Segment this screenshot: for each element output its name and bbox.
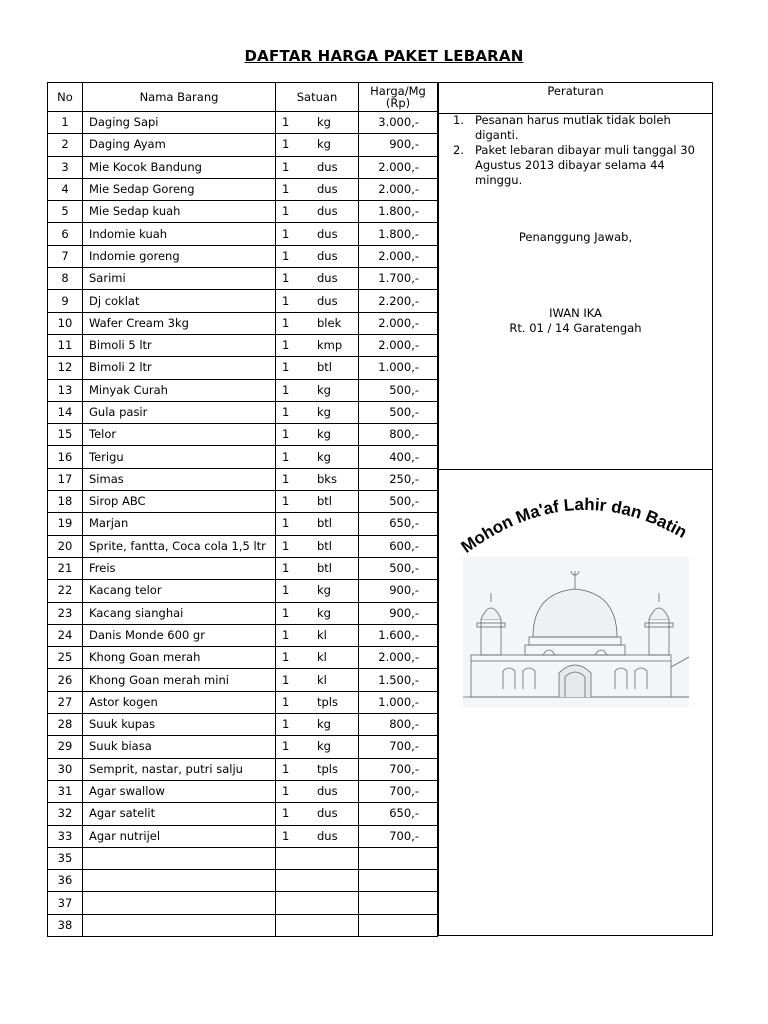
rule-number: 2. bbox=[453, 143, 464, 157]
item-price: 3.000,- bbox=[359, 112, 438, 134]
item-quantity: 1 bbox=[276, 178, 318, 200]
row-number: 4 bbox=[48, 178, 83, 200]
item-price: 2.000,- bbox=[359, 156, 438, 178]
row-number: 13 bbox=[48, 379, 83, 401]
item-price: 2.000,- bbox=[359, 647, 438, 669]
item-name: Bimoli 5 ltr bbox=[83, 334, 276, 356]
item-unit: dus bbox=[317, 803, 359, 825]
row-number: 21 bbox=[48, 557, 83, 579]
item-price bbox=[359, 847, 438, 869]
item-quantity: 1 bbox=[276, 557, 318, 579]
item-price: 500,- bbox=[359, 401, 438, 423]
item-unit: tpls bbox=[317, 758, 359, 780]
table-row bbox=[48, 847, 438, 869]
row-number: 10 bbox=[48, 312, 83, 334]
item-name: Danis Monde 600 gr bbox=[83, 624, 276, 646]
table-row bbox=[48, 736, 438, 758]
row-number: 20 bbox=[48, 535, 83, 557]
rules-heading: Peraturan bbox=[439, 83, 712, 114]
item-quantity: 1 bbox=[276, 535, 318, 557]
header-no: No bbox=[48, 83, 83, 112]
header-unit: Satuan bbox=[276, 83, 359, 112]
item-price: 900,- bbox=[359, 602, 438, 624]
item-price: 700,- bbox=[359, 758, 438, 780]
item-quantity: 1 bbox=[276, 312, 318, 334]
item-quantity: 1 bbox=[276, 513, 318, 535]
item-name: Sprite, fantta, Coca cola 1,5 ltr bbox=[83, 535, 276, 557]
item-quantity: 1 bbox=[276, 401, 318, 423]
rule-text: Pesanan harus mutlak tidak boleh diganti. bbox=[475, 113, 671, 142]
item-name: Daging Ayam bbox=[83, 134, 276, 156]
item-name: Sarimi bbox=[83, 268, 276, 290]
item-name bbox=[83, 914, 276, 936]
item-unit: dus bbox=[317, 245, 359, 267]
row-number: 22 bbox=[48, 580, 83, 602]
item-quantity bbox=[276, 847, 318, 869]
table-row bbox=[48, 691, 438, 713]
table-row bbox=[48, 178, 438, 200]
item-name bbox=[83, 892, 276, 914]
rule-item bbox=[453, 143, 704, 188]
item-price: 2.000,- bbox=[359, 312, 438, 334]
item-unit: btl bbox=[317, 491, 359, 513]
item-quantity: 1 bbox=[276, 290, 318, 312]
table-row bbox=[48, 223, 438, 245]
table-row bbox=[48, 624, 438, 646]
item-unit: kl bbox=[317, 624, 359, 646]
item-unit: kg bbox=[317, 736, 359, 758]
item-unit bbox=[317, 870, 359, 892]
item-price: 700,- bbox=[359, 825, 438, 847]
item-name bbox=[83, 870, 276, 892]
item-price: 800,- bbox=[359, 424, 438, 446]
item-unit bbox=[317, 892, 359, 914]
item-price: 500,- bbox=[359, 557, 438, 579]
row-number: 24 bbox=[48, 624, 83, 646]
item-quantity: 1 bbox=[276, 825, 318, 847]
item-name: Khong Goan merah bbox=[83, 647, 276, 669]
item-quantity: 1 bbox=[276, 134, 318, 156]
item-name: Agar nutrijel bbox=[83, 825, 276, 847]
item-quantity: 1 bbox=[276, 580, 318, 602]
item-unit: kg bbox=[317, 714, 359, 736]
item-quantity: 1 bbox=[276, 245, 318, 267]
item-name: Indomie kuah bbox=[83, 223, 276, 245]
item-quantity: 1 bbox=[276, 780, 318, 802]
row-number: 25 bbox=[48, 647, 83, 669]
table-row bbox=[48, 245, 438, 267]
item-quantity: 1 bbox=[276, 268, 318, 290]
item-name: Indomie goreng bbox=[83, 245, 276, 267]
header-price bbox=[359, 83, 438, 112]
table-row bbox=[48, 468, 438, 490]
table-row bbox=[48, 112, 438, 134]
price-table bbox=[47, 82, 438, 937]
item-quantity: 1 bbox=[276, 446, 318, 468]
item-quantity: 1 bbox=[276, 803, 318, 825]
rules-section bbox=[439, 113, 712, 470]
item-unit: dus bbox=[317, 825, 359, 847]
table-row bbox=[48, 803, 438, 825]
item-price: 400,- bbox=[359, 446, 438, 468]
item-quantity: 1 bbox=[276, 602, 318, 624]
item-name: Semprit, nastar, putri salju bbox=[83, 758, 276, 780]
table-row bbox=[48, 647, 438, 669]
item-unit: kg bbox=[317, 446, 359, 468]
item-price: 800,- bbox=[359, 714, 438, 736]
item-quantity: 1 bbox=[276, 223, 318, 245]
item-quantity: 1 bbox=[276, 691, 318, 713]
info-panel bbox=[438, 82, 713, 936]
table-row bbox=[48, 312, 438, 334]
item-unit: kg bbox=[317, 580, 359, 602]
table-header-row bbox=[48, 83, 438, 112]
item-price: 2.000,- bbox=[359, 178, 438, 200]
item-price: 900,- bbox=[359, 134, 438, 156]
item-quantity bbox=[276, 914, 318, 936]
rule-number: 1. bbox=[453, 113, 464, 127]
item-name: Mie Sedap Goreng bbox=[83, 178, 276, 200]
item-quantity: 1 bbox=[276, 647, 318, 669]
row-number: 26 bbox=[48, 669, 83, 691]
table-row bbox=[48, 535, 438, 557]
item-quantity: 1 bbox=[276, 424, 318, 446]
item-unit: bks bbox=[317, 468, 359, 490]
row-number: 6 bbox=[48, 223, 83, 245]
item-name: Marjan bbox=[83, 513, 276, 535]
item-unit: dus bbox=[317, 201, 359, 223]
item-name bbox=[83, 847, 276, 869]
item-unit: blek bbox=[317, 312, 359, 334]
item-price: 600,- bbox=[359, 535, 438, 557]
item-price: 650,- bbox=[359, 513, 438, 535]
table-row bbox=[48, 557, 438, 579]
item-unit: tpls bbox=[317, 691, 359, 713]
item-price: 1.800,- bbox=[359, 201, 438, 223]
rule-item bbox=[453, 113, 704, 143]
row-number: 15 bbox=[48, 424, 83, 446]
row-number: 16 bbox=[48, 446, 83, 468]
item-name: Sirop ABC bbox=[83, 491, 276, 513]
item-unit: dus bbox=[317, 268, 359, 290]
item-name: Mie Kocok Bandung bbox=[83, 156, 276, 178]
row-number: 14 bbox=[48, 401, 83, 423]
item-price bbox=[359, 870, 438, 892]
table-row bbox=[48, 580, 438, 602]
table-row bbox=[48, 714, 438, 736]
row-number: 1 bbox=[48, 112, 83, 134]
row-number: 33 bbox=[48, 825, 83, 847]
item-quantity: 1 bbox=[276, 112, 318, 134]
item-quantity: 1 bbox=[276, 758, 318, 780]
item-price: 500,- bbox=[359, 379, 438, 401]
item-name: Dj coklat bbox=[83, 290, 276, 312]
greeting-text: Mohon Ma'af Lahir dan Batin bbox=[457, 494, 691, 557]
table-row bbox=[48, 892, 438, 914]
item-price: 700,- bbox=[359, 780, 438, 802]
row-number: 5 bbox=[48, 201, 83, 223]
table-row bbox=[48, 379, 438, 401]
row-number: 32 bbox=[48, 803, 83, 825]
row-number: 2 bbox=[48, 134, 83, 156]
header-price-line1: Harga/Mg bbox=[370, 84, 426, 98]
table-row bbox=[48, 780, 438, 802]
item-price: 1.800,- bbox=[359, 223, 438, 245]
item-name: Gula pasir bbox=[83, 401, 276, 423]
row-number: 38 bbox=[48, 914, 83, 936]
item-unit: kmp bbox=[317, 334, 359, 356]
table-row bbox=[48, 602, 438, 624]
item-unit: btl bbox=[317, 357, 359, 379]
item-price: 500,- bbox=[359, 491, 438, 513]
item-unit: kl bbox=[317, 647, 359, 669]
item-price: 2.000,- bbox=[359, 334, 438, 356]
item-name: Wafer Cream 3kg bbox=[83, 312, 276, 334]
item-unit: kg bbox=[317, 424, 359, 446]
item-unit: dus bbox=[317, 178, 359, 200]
item-quantity: 1 bbox=[276, 334, 318, 356]
signature-name: IWAN IKA bbox=[549, 306, 602, 320]
item-quantity: 1 bbox=[276, 156, 318, 178]
item-name: Kacang sianghai bbox=[83, 602, 276, 624]
item-price: 1.000,- bbox=[359, 357, 438, 379]
signature-label: Penanggung Jawab, bbox=[518, 230, 633, 244]
item-quantity: 1 bbox=[276, 357, 318, 379]
item-quantity: 1 bbox=[276, 201, 318, 223]
item-quantity: 1 bbox=[276, 379, 318, 401]
item-unit: kg bbox=[317, 379, 359, 401]
row-number: 9 bbox=[48, 290, 83, 312]
item-unit bbox=[317, 914, 359, 936]
row-number: 18 bbox=[48, 491, 83, 513]
item-name: Terigu bbox=[83, 446, 276, 468]
svg-text:Mohon Ma'af Lahir dan Batin bbox=[458, 495, 690, 557]
row-number: 19 bbox=[48, 513, 83, 535]
item-name: Khong Goan merah mini bbox=[83, 669, 276, 691]
item-price: 1.600,- bbox=[359, 624, 438, 646]
table-row bbox=[48, 491, 438, 513]
item-price bbox=[359, 914, 438, 936]
item-price bbox=[359, 892, 438, 914]
table-row bbox=[48, 446, 438, 468]
item-name: Astor kogen bbox=[83, 691, 276, 713]
item-unit: kg bbox=[317, 602, 359, 624]
rule-text: Paket lebaran dibayar muli tanggal 30 Agustus 2013 dibayar selama 44 minggu. bbox=[475, 143, 695, 187]
item-unit: dus bbox=[317, 223, 359, 245]
row-number: 28 bbox=[48, 714, 83, 736]
item-name: Agar swallow bbox=[83, 780, 276, 802]
table-row bbox=[48, 268, 438, 290]
table-row bbox=[48, 758, 438, 780]
row-number: 36 bbox=[48, 870, 83, 892]
row-number: 35 bbox=[48, 847, 83, 869]
row-number: 27 bbox=[48, 691, 83, 713]
item-name: Telor bbox=[83, 424, 276, 446]
item-quantity bbox=[276, 870, 318, 892]
item-unit: btl bbox=[317, 513, 359, 535]
item-price: 1.700,- bbox=[359, 268, 438, 290]
table-row bbox=[48, 669, 438, 691]
table-row bbox=[48, 156, 438, 178]
item-name: Kacang telor bbox=[83, 580, 276, 602]
table-row bbox=[48, 424, 438, 446]
item-unit: kg bbox=[317, 134, 359, 156]
item-quantity: 1 bbox=[276, 669, 318, 691]
item-unit: dus bbox=[317, 156, 359, 178]
signature-address: Rt. 01 / 14 Garatengah bbox=[509, 321, 642, 335]
item-name: Freis bbox=[83, 557, 276, 579]
item-price: 2.000,- bbox=[359, 245, 438, 267]
item-price: 700,- bbox=[359, 736, 438, 758]
item-price: 650,- bbox=[359, 803, 438, 825]
row-number: 29 bbox=[48, 736, 83, 758]
item-quantity: 1 bbox=[276, 468, 318, 490]
row-number: 23 bbox=[48, 602, 83, 624]
table-row bbox=[48, 870, 438, 892]
item-price: 900,- bbox=[359, 580, 438, 602]
table-row bbox=[48, 825, 438, 847]
table-row bbox=[48, 134, 438, 156]
item-quantity bbox=[276, 892, 318, 914]
table-row bbox=[48, 290, 438, 312]
item-name: Daging Sapi bbox=[83, 112, 276, 134]
item-name: Agar satelit bbox=[83, 803, 276, 825]
item-unit bbox=[317, 847, 359, 869]
item-name: Minyak Curah bbox=[83, 379, 276, 401]
row-number: 17 bbox=[48, 468, 83, 490]
row-number: 30 bbox=[48, 758, 83, 780]
item-unit: dus bbox=[317, 290, 359, 312]
mosque-illustration bbox=[463, 557, 689, 707]
table-row bbox=[48, 914, 438, 936]
item-unit: kg bbox=[317, 401, 359, 423]
item-unit: kg bbox=[317, 112, 359, 134]
row-number: 12 bbox=[48, 357, 83, 379]
item-unit: dus bbox=[317, 780, 359, 802]
item-price: 1.000,- bbox=[359, 691, 438, 713]
item-price: 250,- bbox=[359, 468, 438, 490]
item-unit: btl bbox=[317, 535, 359, 557]
greeting-banner bbox=[453, 488, 703, 558]
table-row bbox=[48, 201, 438, 223]
row-number: 7 bbox=[48, 245, 83, 267]
item-name: Bimoli 2 ltr bbox=[83, 357, 276, 379]
item-quantity: 1 bbox=[276, 736, 318, 758]
row-number: 31 bbox=[48, 780, 83, 802]
item-quantity: 1 bbox=[276, 624, 318, 646]
table-row bbox=[48, 357, 438, 379]
item-quantity: 1 bbox=[276, 714, 318, 736]
item-name: Suuk kupas bbox=[83, 714, 276, 736]
item-unit: kl bbox=[317, 669, 359, 691]
item-price: 2.200,- bbox=[359, 290, 438, 312]
item-name: Suuk biasa bbox=[83, 736, 276, 758]
row-number: 11 bbox=[48, 334, 83, 356]
table-row bbox=[48, 334, 438, 356]
item-quantity: 1 bbox=[276, 491, 318, 513]
row-number: 37 bbox=[48, 892, 83, 914]
item-name: Mie Sedap kuah bbox=[83, 201, 276, 223]
table-row bbox=[48, 513, 438, 535]
item-price: 1.500,- bbox=[359, 669, 438, 691]
row-number: 8 bbox=[48, 268, 83, 290]
document-title: DAFTAR HARGA PAKET LEBARAN bbox=[244, 47, 524, 65]
item-name: Simas bbox=[83, 468, 276, 490]
header-price-line2: (Rp) bbox=[385, 96, 411, 110]
table-row bbox=[48, 401, 438, 423]
row-number: 3 bbox=[48, 156, 83, 178]
header-name: Nama Barang bbox=[83, 83, 276, 112]
item-unit: btl bbox=[317, 557, 359, 579]
